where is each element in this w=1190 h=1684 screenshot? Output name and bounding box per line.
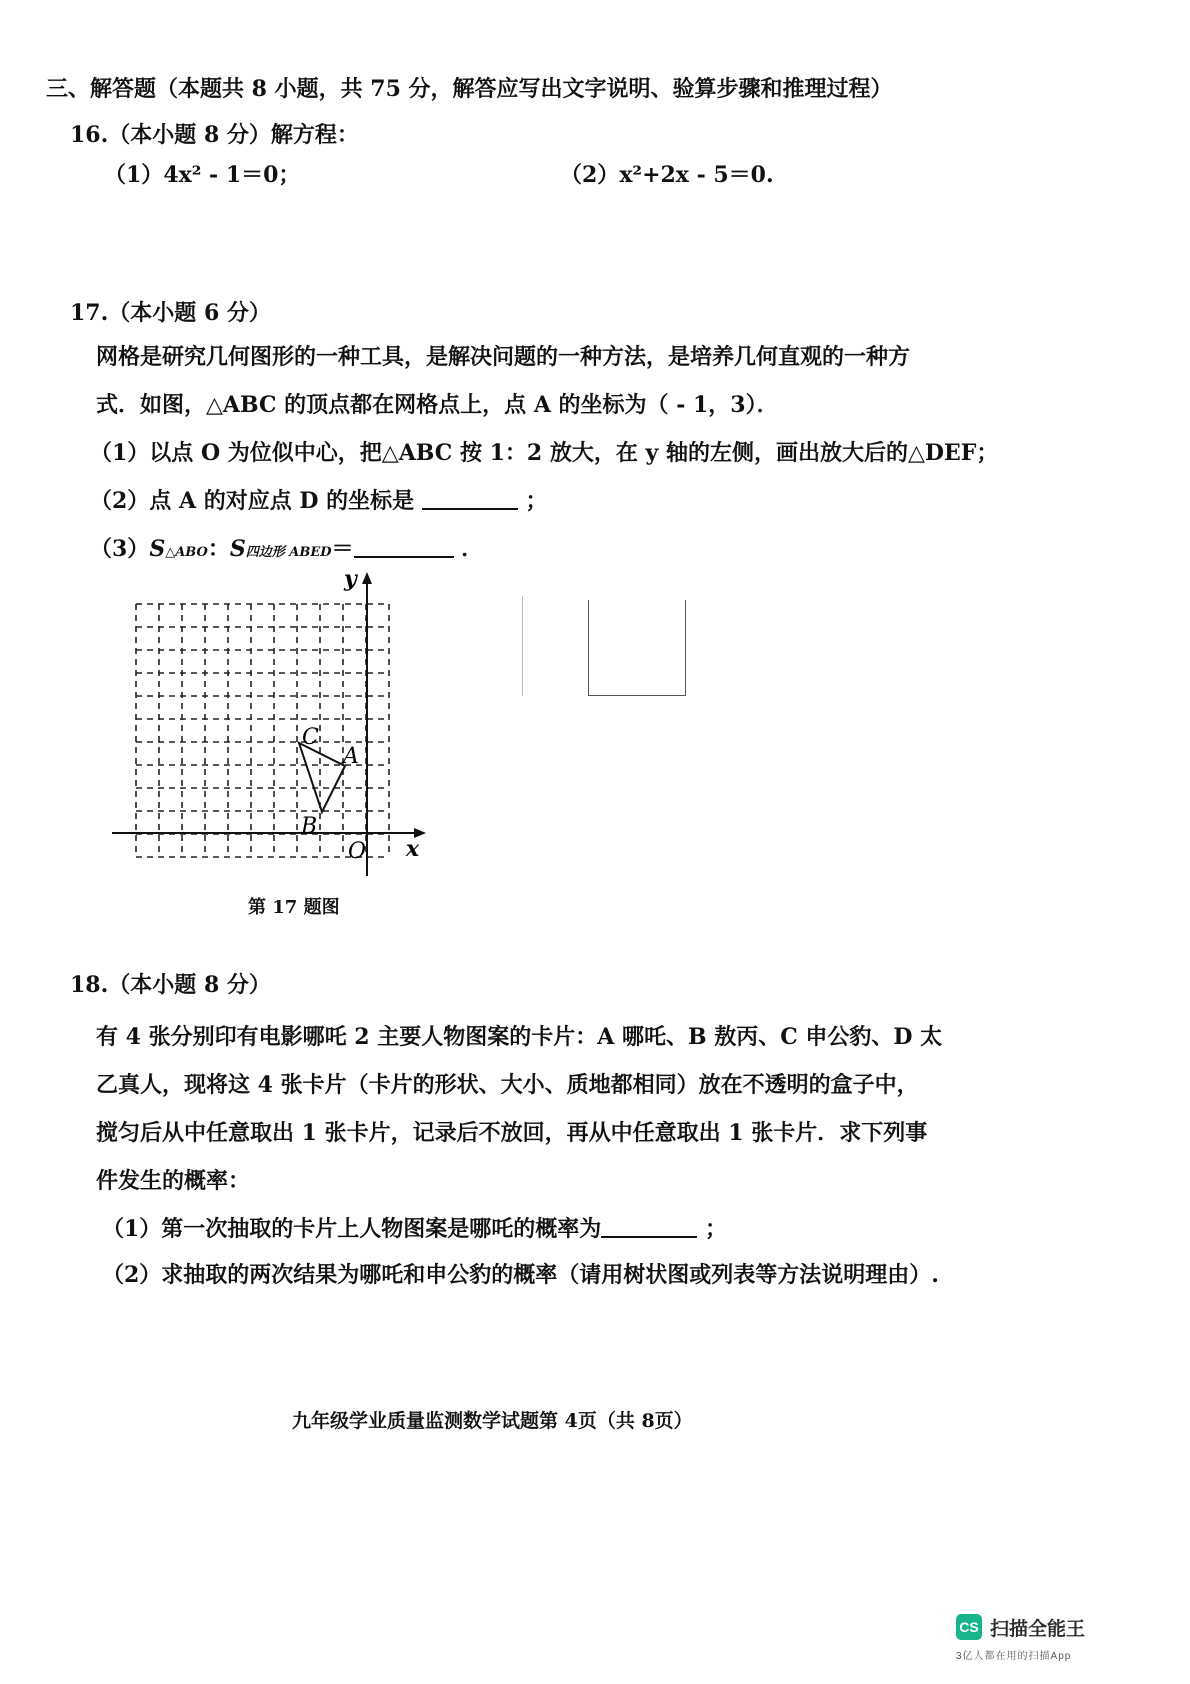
q18-line4: 件发生的概率： <box>96 1168 251 1194</box>
q16-part1-equation: 4x² - 1＝0； <box>163 162 301 188</box>
q17-number: 17. <box>70 300 109 326</box>
q17-figure-caption: 第 17 题图 <box>248 897 340 918</box>
q18-part2: （2）求抽取的两次结果为哪吒和申公豹的概率（请用树状图或列表等方法说明理由）. <box>102 1262 939 1288</box>
q17-part1: （1）以点 O 为位似中心，把△ABC 按 1：2 放大，在 y 轴的左侧，画出放大后的△DEF； <box>90 440 999 466</box>
q17-part3-label: （3） <box>90 536 150 562</box>
q18-line1: 有 4 张分别印有电影哪吒 2 主要人物图案的卡片：A 哪吒、B 敖丙、C 申公豹、D 太 <box>96 1024 943 1050</box>
triangle-abc <box>299 743 345 812</box>
q17-part2 <box>90 484 547 515</box>
q18-line3: 搅匀后从中任意取出 1 张卡片，记录后不放回，再从中任意取出 1 张卡片．求下列事 <box>96 1120 928 1146</box>
q16-part2-equation: x²+2x - 5＝0. <box>619 162 774 188</box>
y-axis-arrow-icon <box>362 572 372 584</box>
camscanner-app-name: 扫描全能王 <box>990 1619 1086 1640</box>
q16-header: （本小题 8 分）解方程： <box>108 122 359 148</box>
q17-area-s2-sub: 四边形 ABED <box>245 545 332 560</box>
q17-part3 <box>90 532 483 563</box>
x-axis-label: x <box>406 836 420 862</box>
q18-part1 <box>102 1212 727 1243</box>
point-b-label: B <box>301 814 318 839</box>
q16-part2-label: （2） <box>560 162 620 188</box>
q17-area-s1-sub: △ABO <box>165 545 208 560</box>
q17-area-s2: S <box>229 536 246 562</box>
q16-part1-label: （1） <box>104 162 164 188</box>
point-c-label: C <box>302 725 319 750</box>
q17-title <box>70 296 271 327</box>
q17-intro-line1: 网格是研究几何图形的一种工具，是解决问题的一种方法，是培养几何直观的一种方 <box>96 344 911 370</box>
scan-artifact-line <box>522 596 523 696</box>
q16-part1 <box>104 158 300 189</box>
q17-grid-figure <box>100 560 440 890</box>
point-a-label: A <box>343 744 359 769</box>
q17-part2-answer-blank[interactable] <box>422 488 518 510</box>
q17-header: （本小题 6 分） <box>108 300 271 326</box>
page-footer: 九年级学业质量监测数学试题第 4页（共 8页） <box>292 1410 693 1432</box>
q17-part3-end: ． <box>461 536 484 562</box>
q16-number: 16. <box>70 122 109 148</box>
camscanner-tagline: 3亿人都在用的扫描App <box>956 1651 1072 1662</box>
grid-lines <box>136 604 389 857</box>
q17-area-s1: S <box>149 536 166 562</box>
camscanner-logo-icon: CS <box>956 1614 982 1640</box>
q17-part3-equals: ＝ <box>331 536 354 562</box>
q16-part2 <box>560 158 774 189</box>
q17-part2-end: ； <box>525 488 548 514</box>
q18-part1-answer-blank[interactable] <box>601 1216 697 1238</box>
q18-header: （本小题 8 分） <box>108 972 271 998</box>
q18-part1-end: ； <box>704 1216 727 1242</box>
q16-title <box>70 118 359 149</box>
q18-title <box>70 968 271 999</box>
y-axis-label: y <box>344 566 357 592</box>
section-heading: 三、解答题（本题共 8 小题，共 75 分，解答应写出文字说明、验算步骤和推理过程） <box>46 76 893 102</box>
q17-part3-answer-blank[interactable] <box>354 536 454 558</box>
q17-intro-line2: 式．如图，△ABC 的顶点都在网格点上，点 A 的坐标为（ - 1，3）． <box>96 392 779 418</box>
q18-line2: 乙真人，现将这 4 张卡片（卡片的形状、大小、质地都相同）放在不透明的盒子中， <box>96 1072 919 1098</box>
q18-number: 18. <box>70 972 109 998</box>
q17-part2-label: （2）点 A 的对应点 D 的坐标是 <box>90 488 415 514</box>
scan-artifact-box <box>588 600 686 696</box>
origin-label: O <box>348 839 367 864</box>
q18-part1-label: （1）第一次抽取的卡片上人物图案是哪吒的概率为 <box>102 1216 602 1242</box>
q17-part3-colon: ： <box>207 536 230 562</box>
